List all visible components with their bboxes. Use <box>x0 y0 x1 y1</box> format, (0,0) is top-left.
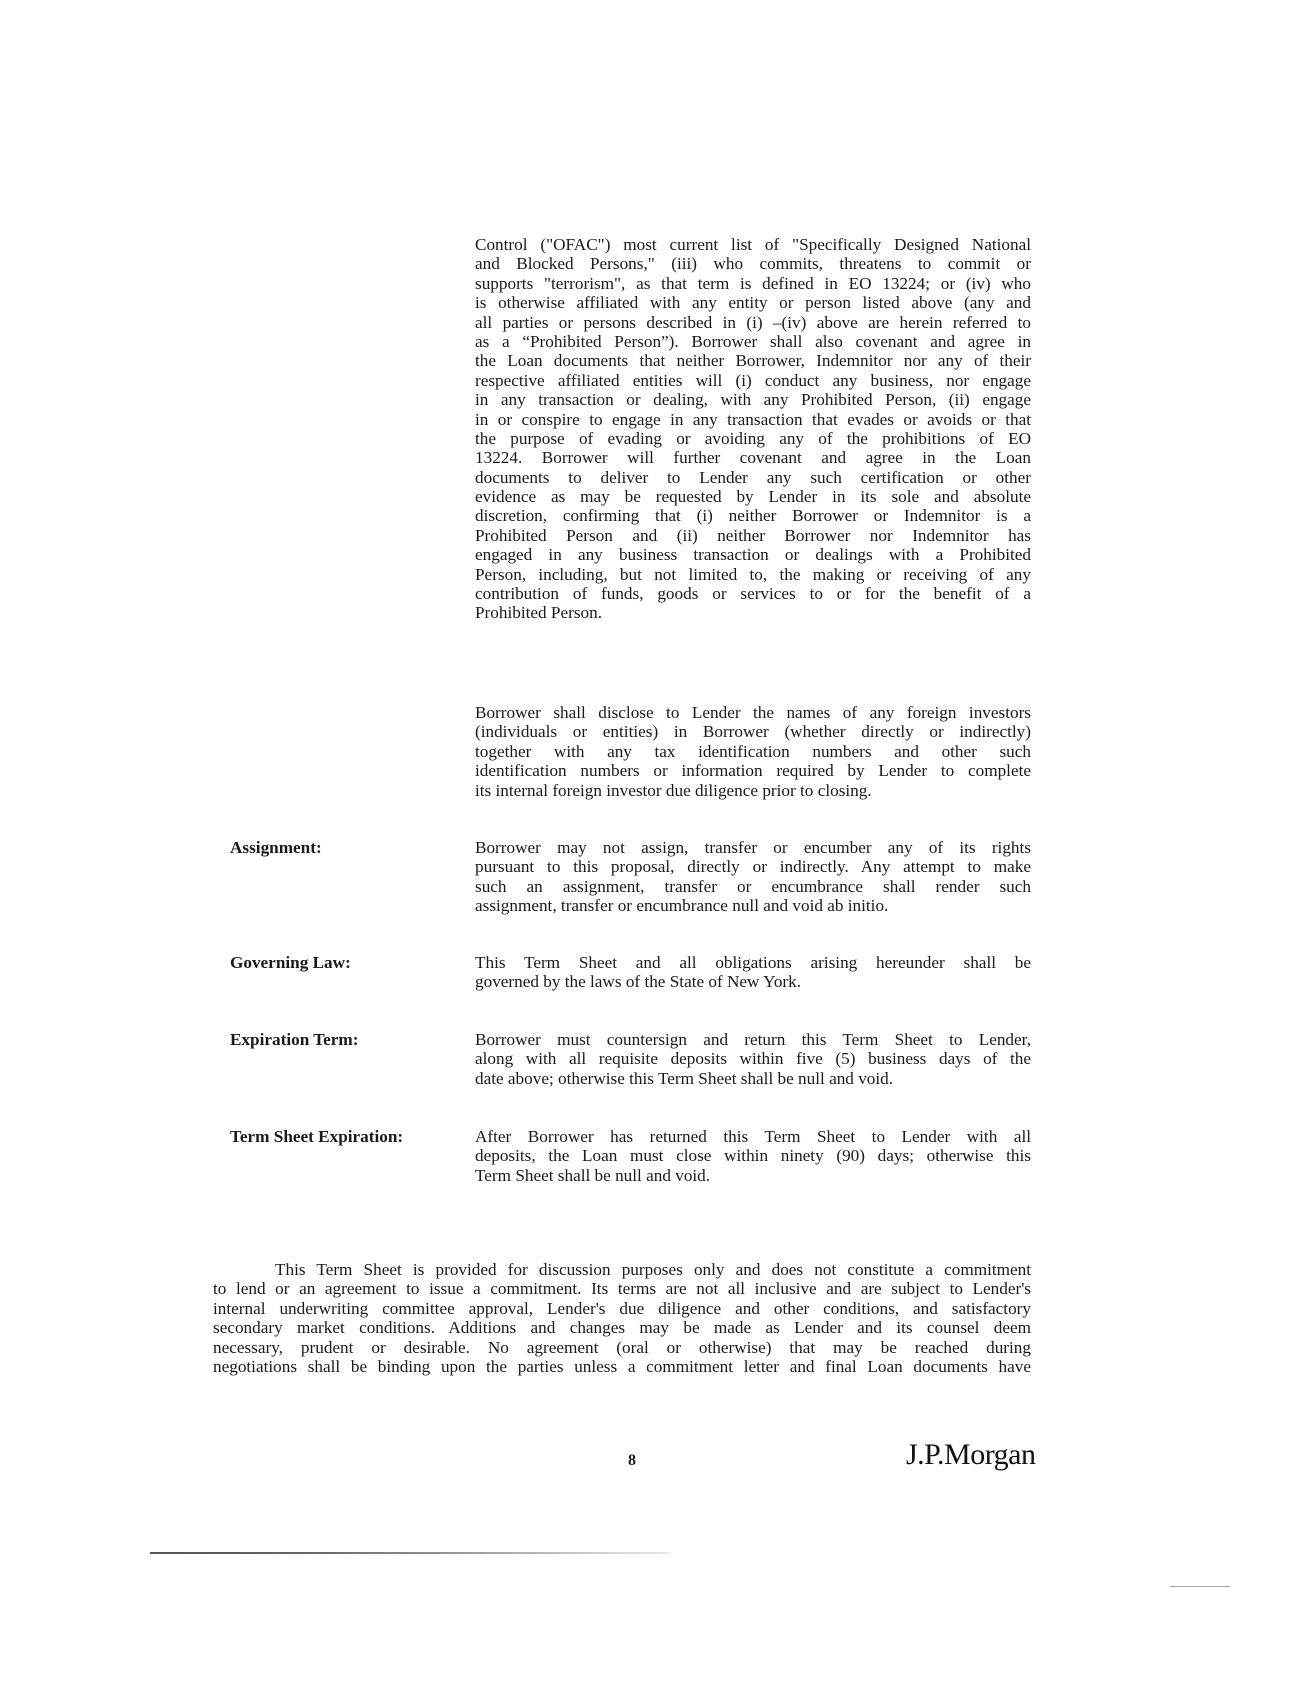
paragraph-line: such an assignment, transfer or encumbrance shall render such <box>475 876 1031 896</box>
paragraph-line: This Term Sheet is provided for discussion purposes only and does not constitute a commitment <box>275 1260 1031 1279</box>
paragraph-line: as a “Prohibited Person”). Borrower shall also covenant and agree in <box>475 331 1031 351</box>
paragraph-line: together with any tax identification numbers and other such <box>475 741 1031 761</box>
ofac-paragraph <box>475 235 1031 623</box>
paragraph-line: Prohibited Person and (ii) neither Borrower nor Indemnitor has <box>475 525 1031 545</box>
paragraph-line: necessary, prudent or desirable. No agreement (oral or otherwise) that may be reached during <box>213 1337 1031 1357</box>
paragraph-line: (individuals or entities) in Borrower (whether directly or indirectly) <box>475 722 1031 742</box>
paragraph-line: deposits, the Loan must close within ninety (90) days; otherwise this <box>475 1146 1031 1166</box>
paragraph-line: Borrower shall disclose to Lender the names of any foreign investors <box>475 703 1031 722</box>
paragraph-line: along with all requisite deposits within five (5) business days of the <box>475 1049 1031 1069</box>
section-body-governing-law <box>475 953 1031 992</box>
paragraph-line: engaged in any business transaction or dealings with a Prohibited <box>475 545 1031 565</box>
paragraph-line: Control ("OFAC") most current list of "Specifically Designed National <box>475 235 1031 254</box>
section-label-assignment: Assignment: <box>230 838 322 857</box>
scan-artifact-line <box>150 1552 670 1554</box>
paragraph-line: Prohibited Person. <box>475 603 602 623</box>
paragraph-line: is otherwise affiliated with any entity or person listed above (any and <box>475 293 1031 313</box>
paragraph-line: contribution of funds, goods or services to or for the benefit of a <box>475 584 1031 604</box>
paragraph-line: assignment, transfer or encumbrance null and void ab initio. <box>475 896 889 916</box>
paragraph-line: Borrower may not assign, transfer or encumber any of its rights <box>475 838 1031 857</box>
section-body-assignment <box>475 838 1031 916</box>
paragraph-line: its internal foreign investor due diligence prior to closing. <box>475 780 872 800</box>
paragraph-line: the purpose of evading or avoiding any of the prohibitions of EO <box>475 428 1031 448</box>
paragraph-line: secondary market conditions. Additions and changes may be made as Lender and its counsel deem <box>213 1318 1031 1338</box>
paragraph-line: 13224. Borrower will further covenant and agree in the Loan <box>475 448 1031 468</box>
section-body-term-sheet-expiration <box>475 1127 1031 1185</box>
scan-artifact-mark <box>1170 1586 1230 1587</box>
paragraph-line: the Loan documents that neither Borrower, Indemnitor nor any of their <box>475 351 1031 371</box>
page-number: 8 <box>628 1452 636 1469</box>
paragraph-line: documents to deliver to Lender any such certification or other <box>475 467 1031 487</box>
foreign-investor-paragraph <box>475 703 1031 800</box>
paragraph-line: in or conspire to engage in any transaction that evades or avoids or that <box>475 409 1031 429</box>
paragraph-line: Person, including, but not limited to, the making or receiving of any <box>475 564 1031 584</box>
section-body-expiration-term <box>475 1030 1031 1088</box>
paragraph-line: in any transaction or dealing, with any Prohibited Person, (ii) engage <box>475 390 1031 410</box>
paragraph-line: negotiations shall be binding upon the parties unless a commitment letter and final Loan documents have <box>213 1356 1031 1376</box>
paragraph-line: respective affiliated entities will (i) conduct any business, nor engage <box>475 370 1031 390</box>
paragraph-line: discretion, confirming that (i) neither Borrower or Indemnitor is a <box>475 506 1031 526</box>
paragraph-line: After Borrower has returned this Term Sheet to Lender with all <box>475 1127 1031 1146</box>
paragraph-line: Borrower must countersign and return this Term Sheet to Lender, <box>475 1030 1031 1049</box>
paragraph-line: pursuant to this proposal, directly or indirectly. Any attempt to make <box>475 857 1031 877</box>
paragraph-line: supports "terrorism", as that term is defined in EO 13224; or (iv) who <box>475 273 1031 293</box>
paragraph-line: and Blocked Persons," (iii) who commits, threatens to commit or <box>475 254 1031 274</box>
paragraph-line: to lend or an agreement to issue a commitment. Its terms are not all inclusive and are subject to Lender's <box>213 1279 1031 1299</box>
paragraph-line: identification numbers or information required by Lender to complete <box>475 761 1031 781</box>
paragraph-line: This Term Sheet and all obligations arising hereunder shall be <box>475 953 1031 972</box>
paragraph-line: evidence as may be requested by Lender in its sole and absolute <box>475 487 1031 507</box>
paragraph-line: all parties or persons described in (i) –(iv) above are herein referred to <box>475 312 1031 332</box>
disclaimer-paragraph <box>213 1260 1031 1376</box>
section-label-governing-law: Governing Law: <box>230 953 351 972</box>
paragraph-line: date above; otherwise this Term Sheet shall be null and void. <box>475 1068 894 1088</box>
paragraph-line: internal underwriting committee approval, Lender's due diligence and other conditions, and satisfactory <box>213 1298 1031 1318</box>
section-label-expiration-term: Expiration Term: <box>230 1030 359 1049</box>
paragraph-line: Term Sheet shall be null and void. <box>475 1165 711 1185</box>
section-label-term-sheet-expiration: Term Sheet Expiration: <box>230 1127 404 1146</box>
paragraph-line: governed by the laws of the State of New York. <box>475 972 802 992</box>
jpmorgan-logo: J.P.Morgan <box>906 1438 1036 1471</box>
